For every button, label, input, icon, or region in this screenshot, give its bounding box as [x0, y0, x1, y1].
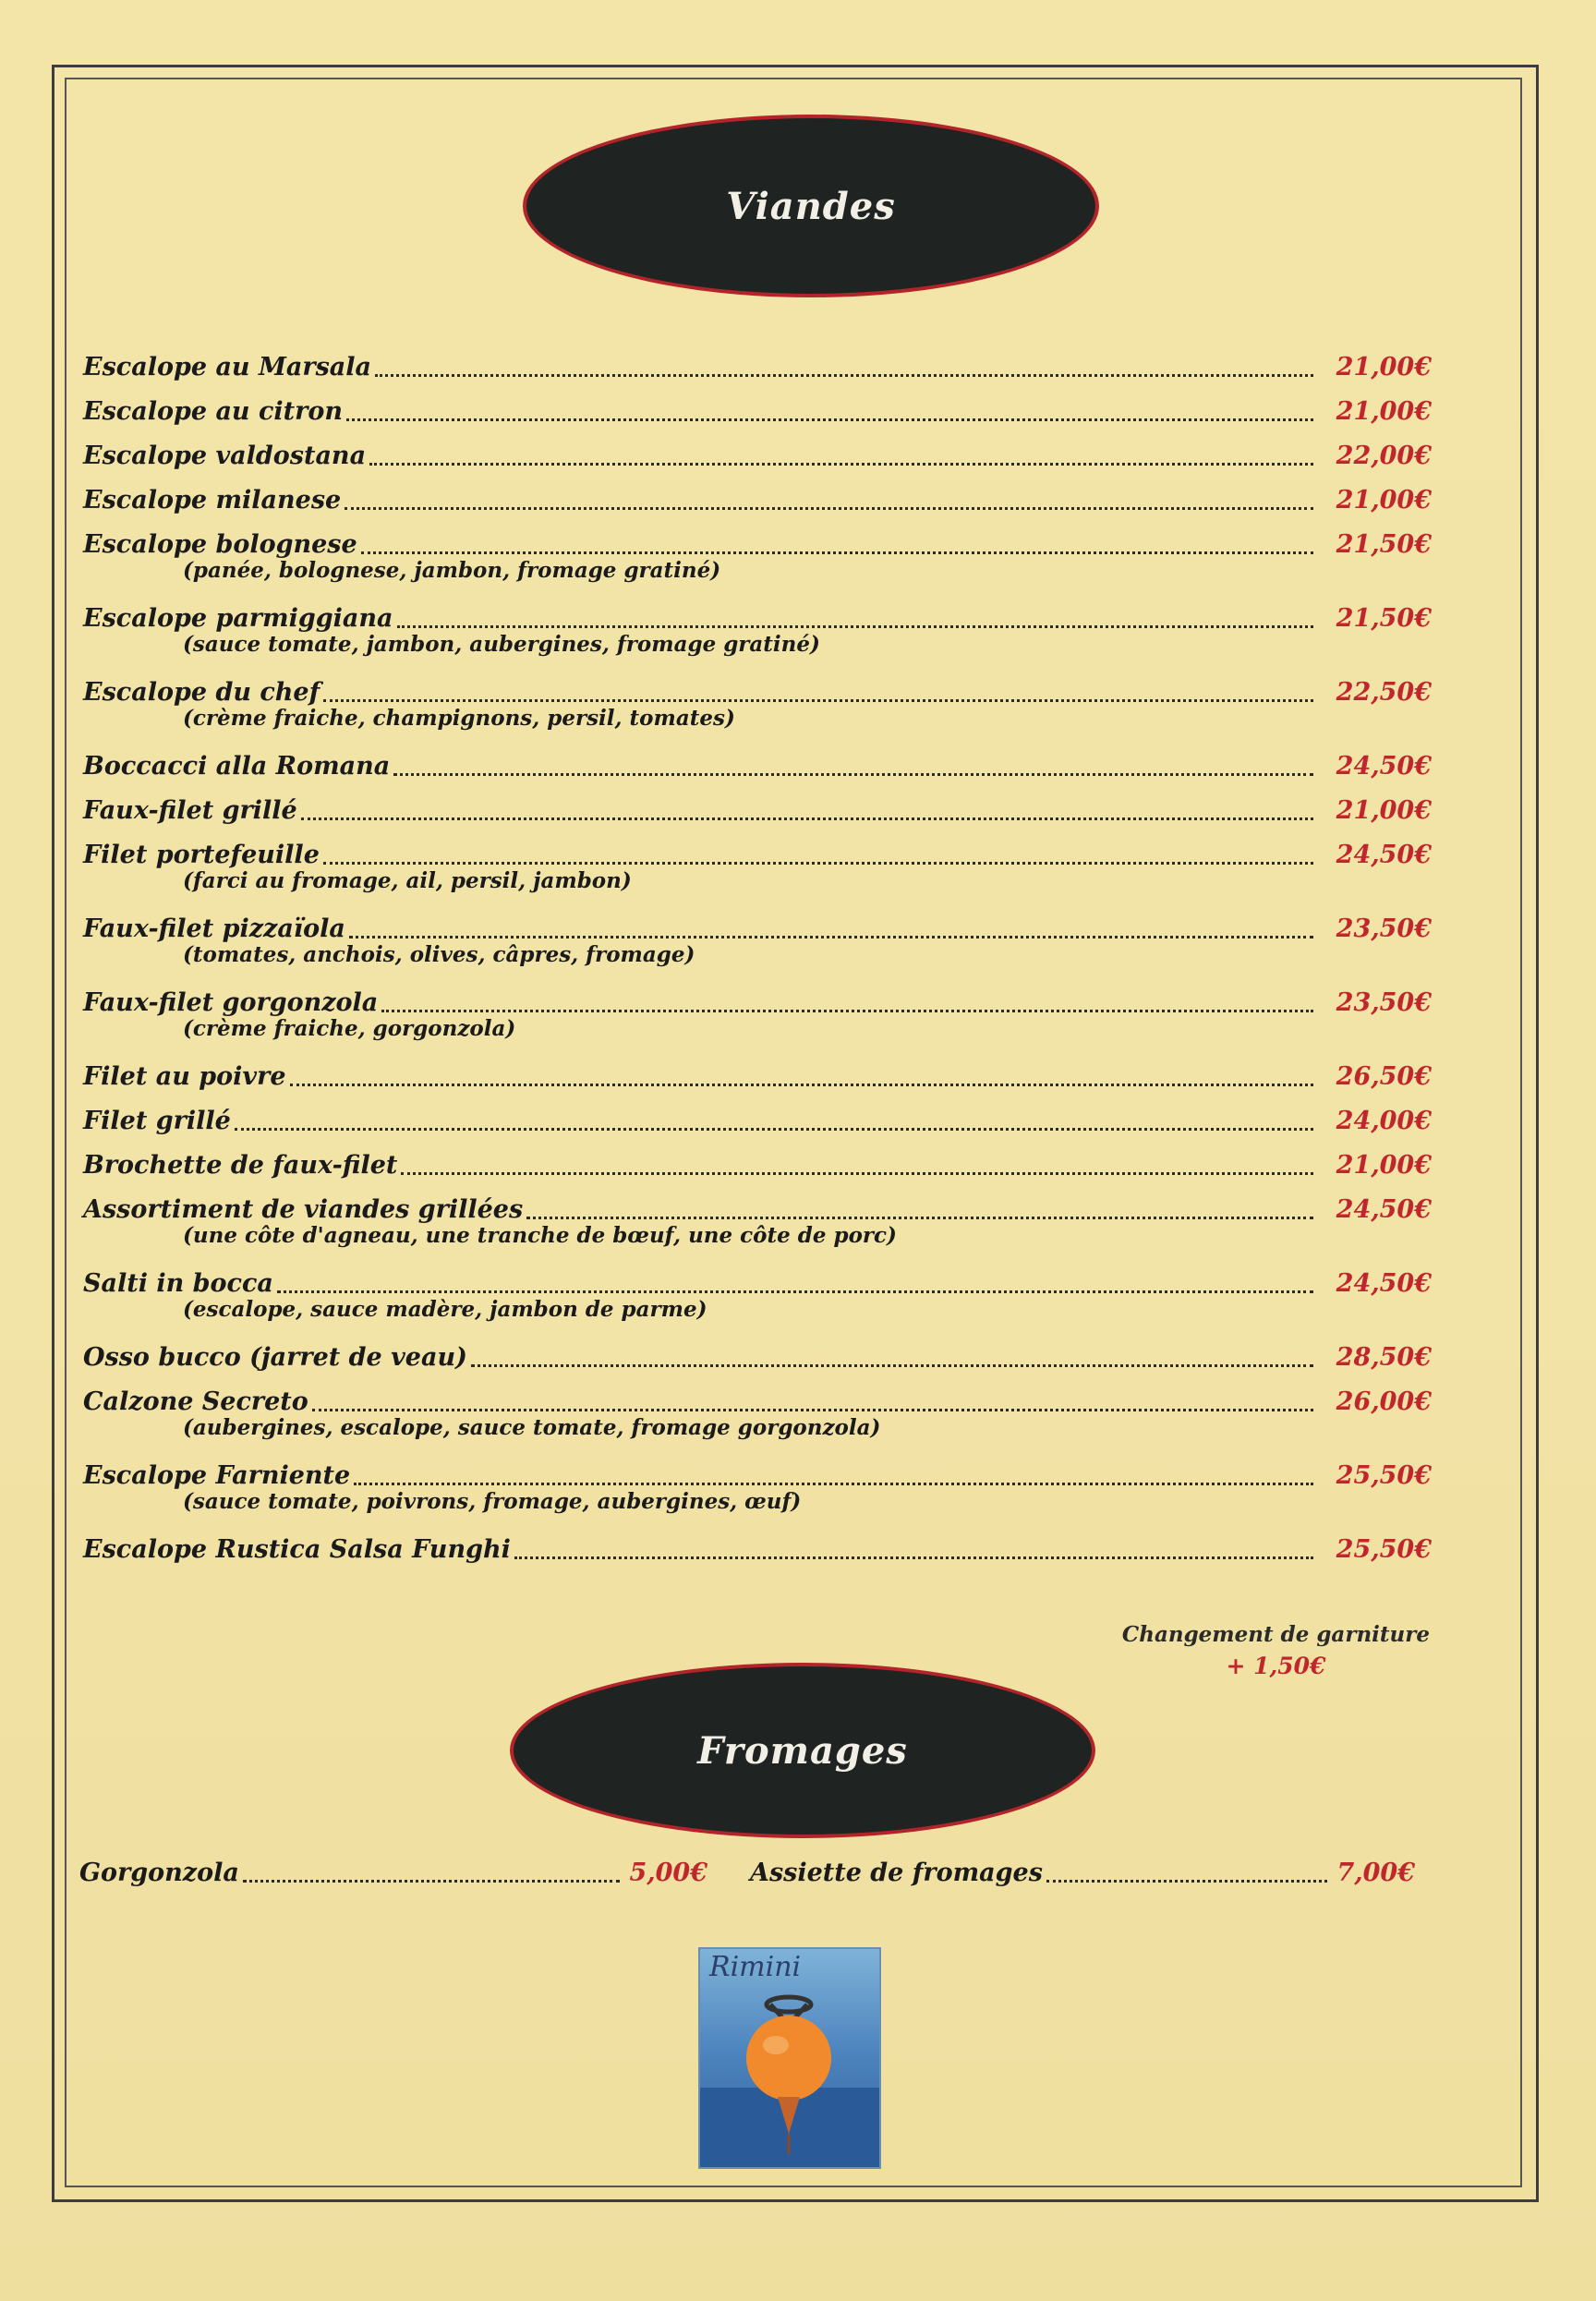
- menu-item-name: Brochette de faux-filet: [83, 1151, 398, 1180]
- menu-item-name: Assortiment de viandes grillées: [83, 1195, 524, 1224]
- leader-dots: [349, 935, 1313, 939]
- menu-item-row: [83, 1450, 1432, 1495]
- menu-item-description: (panée, bolognese, jambon, fromage gratiné): [183, 558, 721, 583]
- menu-item: [83, 785, 1432, 830]
- fromages-banner: [510, 1663, 1095, 1838]
- menu-item: [83, 593, 1432, 657]
- menu-item-description: (crème fraiche, champignons, persil, tomates): [183, 706, 735, 731]
- viandes-title: Viandes: [726, 184, 896, 228]
- menu-item-row: [83, 785, 1432, 830]
- garniture-price: + 1,50€: [1226, 1653, 1326, 1679]
- menu-item-row: [83, 1524, 1432, 1568]
- menu-item-row: [83, 1332, 1432, 1376]
- fromage-price: 5,00€: [629, 1859, 707, 1887]
- menu-item: [83, 1258, 1432, 1322]
- leader-dots: [346, 418, 1313, 421]
- menu-item-row: [83, 342, 1432, 386]
- menu-item: [83, 830, 1432, 893]
- fromage-name: Gorgonzola: [79, 1859, 239, 1887]
- menu-item-name: Faux-filet pizzaïola: [83, 914, 345, 943]
- menu-item: [83, 1140, 1432, 1184]
- menu-item-name: Escalope bolognese: [83, 530, 357, 559]
- menu-item-price: 25,50€: [1336, 1535, 1432, 1564]
- menu-item-description: (aubergines, escalope, sauce tomate, fromage gorgonzola): [183, 1415, 881, 1440]
- menu-item-name: Filet grillé: [83, 1107, 231, 1135]
- leader-dots: [393, 772, 1313, 776]
- menu-item: [83, 1096, 1432, 1140]
- leader-dots: [243, 1879, 621, 1883]
- menu-item-description: (crème fraiche, gorgonzola): [183, 1016, 516, 1041]
- menu-item-price: 28,50€: [1336, 1343, 1432, 1372]
- leader-dots: [1046, 1879, 1328, 1883]
- menu-item: [83, 519, 1432, 583]
- menu-item-description: (une côte d'agneau, une tranche de bœuf, une côte de porc): [183, 1223, 897, 1248]
- menu-item-price: 21,00€: [1336, 353, 1432, 381]
- leader-dots: [290, 1083, 1314, 1086]
- leader-dots: [397, 624, 1314, 628]
- menu-item-price: 26,00€: [1336, 1387, 1432, 1416]
- menu-item-price: 21,00€: [1336, 397, 1432, 426]
- menu-item-row: [83, 741, 1432, 785]
- menu-item-row: [83, 977, 1432, 1022]
- leader-dots: [401, 1171, 1313, 1175]
- menu-item-price: 24,50€: [1336, 752, 1432, 781]
- menu-item-row: [83, 1184, 1432, 1229]
- leader-dots: [381, 1009, 1313, 1012]
- menu-item-name: Faux-filet grillé: [83, 796, 297, 825]
- menu-item-price: 24,50€: [1336, 1195, 1432, 1224]
- menu-item-price: 24,00€: [1336, 1107, 1432, 1135]
- menu-item-row: [83, 1258, 1432, 1302]
- menu-item: [83, 1450, 1432, 1514]
- menu-item-name: Escalope au citron: [83, 397, 343, 426]
- menu-item-price: 22,00€: [1336, 442, 1432, 470]
- menu-item-row: [83, 830, 1432, 874]
- menu-item: [83, 342, 1432, 386]
- menu-item: [83, 1184, 1432, 1248]
- menu-item-name: Escalope milanese: [83, 486, 342, 515]
- menu-item-description: (farci au fromage, ail, persil, jambon): [183, 868, 632, 893]
- menu-item-price: 23,50€: [1336, 988, 1432, 1017]
- menu-item-name: Boccacci alla Romana: [83, 752, 391, 781]
- garniture-label: Changement de garniture: [1121, 1622, 1430, 1647]
- menu-item-name: Faux-filet gorgonzola: [83, 988, 379, 1017]
- menu-item-row: [83, 667, 1432, 711]
- menu-item-row: [83, 475, 1432, 519]
- leader-dots: [345, 506, 1313, 510]
- menu-item-name: Escalope au Marsala: [83, 353, 372, 381]
- menu-item-name: Escalope du chef: [83, 678, 320, 707]
- menu-item: [83, 1332, 1432, 1376]
- menu-item-name: Escalope Rustica Salsa Funghi: [83, 1535, 511, 1564]
- leader-dots: [235, 1127, 1313, 1131]
- menu-item-name: Filet portefeuille: [83, 841, 320, 869]
- leader-dots: [361, 551, 1313, 554]
- menu-item-price: 23,50€: [1336, 914, 1432, 943]
- menu-item-row: [83, 519, 1432, 563]
- menu-item-name: Salti in bocca: [83, 1269, 273, 1298]
- leader-dots: [323, 861, 1313, 865]
- menu-item-row: [83, 1051, 1432, 1096]
- leader-dots: [514, 1556, 1313, 1559]
- menu-item-price: 21,00€: [1336, 486, 1432, 515]
- fromages-title: Fromages: [697, 1728, 908, 1773]
- menu-item: [83, 430, 1432, 475]
- menu-item-row: [83, 1140, 1432, 1184]
- menu-item: [83, 475, 1432, 519]
- menu-item: [83, 386, 1432, 430]
- leader-dots: [526, 1216, 1313, 1219]
- menu-item: [83, 1524, 1432, 1568]
- menu-item: [83, 667, 1432, 731]
- menu-item-description: (tomates, anchois, olives, câpres, fromage): [183, 942, 695, 967]
- menu-item-name: Calzone Secreto: [83, 1387, 308, 1416]
- menu-item-price: 21,00€: [1336, 796, 1432, 825]
- menu-item-price: 21,50€: [1336, 604, 1432, 633]
- menu-item-row: [83, 1376, 1432, 1421]
- menu-item-row: [83, 593, 1432, 637]
- menu-item-price: 26,50€: [1336, 1062, 1432, 1091]
- logo-text: Rimini: [709, 1951, 802, 1983]
- menu-item-price: 24,50€: [1336, 1269, 1432, 1298]
- leader-dots: [375, 373, 1313, 377]
- menu-item: [83, 1376, 1432, 1440]
- menu-item-name: Escalope Farniente: [83, 1461, 351, 1490]
- menu-item-name: Filet au poivre: [83, 1062, 286, 1091]
- menu-item-price: 25,50€: [1336, 1461, 1432, 1490]
- menu-item-row: [83, 430, 1432, 475]
- leader-dots: [312, 1408, 1313, 1411]
- menu-item: [83, 977, 1432, 1041]
- leader-dots: [277, 1290, 1313, 1293]
- leader-dots: [369, 462, 1313, 466]
- leader-dots: [301, 817, 1313, 820]
- fromage-item: [79, 1847, 707, 1892]
- menu-item-description: (sauce tomate, jambon, aubergines, fromage gratiné): [183, 632, 820, 657]
- menu-item-name: Escalope parmiggiana: [83, 604, 393, 633]
- leader-dots: [471, 1363, 1313, 1367]
- menu-item: [83, 1051, 1432, 1096]
- fromage-item: [750, 1847, 1415, 1892]
- leader-dots: [323, 698, 1313, 702]
- fromage-name: Assiette de fromages: [750, 1859, 1043, 1887]
- menu-item-name: Escalope valdostana: [83, 442, 367, 470]
- menu-item-description: (escalope, sauce madère, jambon de parme): [183, 1297, 707, 1322]
- menu-item-row: [83, 1096, 1432, 1140]
- fromage-price: 7,00€: [1336, 1859, 1415, 1887]
- garniture-note: [1122, 1622, 1430, 1679]
- menu-item-row: [83, 903, 1432, 948]
- menu-item: [83, 741, 1432, 785]
- leader-dots: [354, 1482, 1313, 1485]
- menu-item: [83, 903, 1432, 967]
- menu-item-price: 21,00€: [1336, 1151, 1432, 1180]
- viandes-banner: [523, 115, 1099, 297]
- menu-item-name: Osso bucco (jarret de veau): [83, 1343, 467, 1372]
- menu-item-description: (sauce tomate, poivrons, fromage, aubergines, œuf): [183, 1489, 802, 1514]
- menu-item-price: 24,50€: [1336, 841, 1432, 869]
- menu-item-row: [83, 386, 1432, 430]
- menu-item-price: 21,50€: [1336, 530, 1432, 559]
- rimini-logo: [698, 1947, 881, 2169]
- menu-item-price: 22,50€: [1336, 678, 1432, 707]
